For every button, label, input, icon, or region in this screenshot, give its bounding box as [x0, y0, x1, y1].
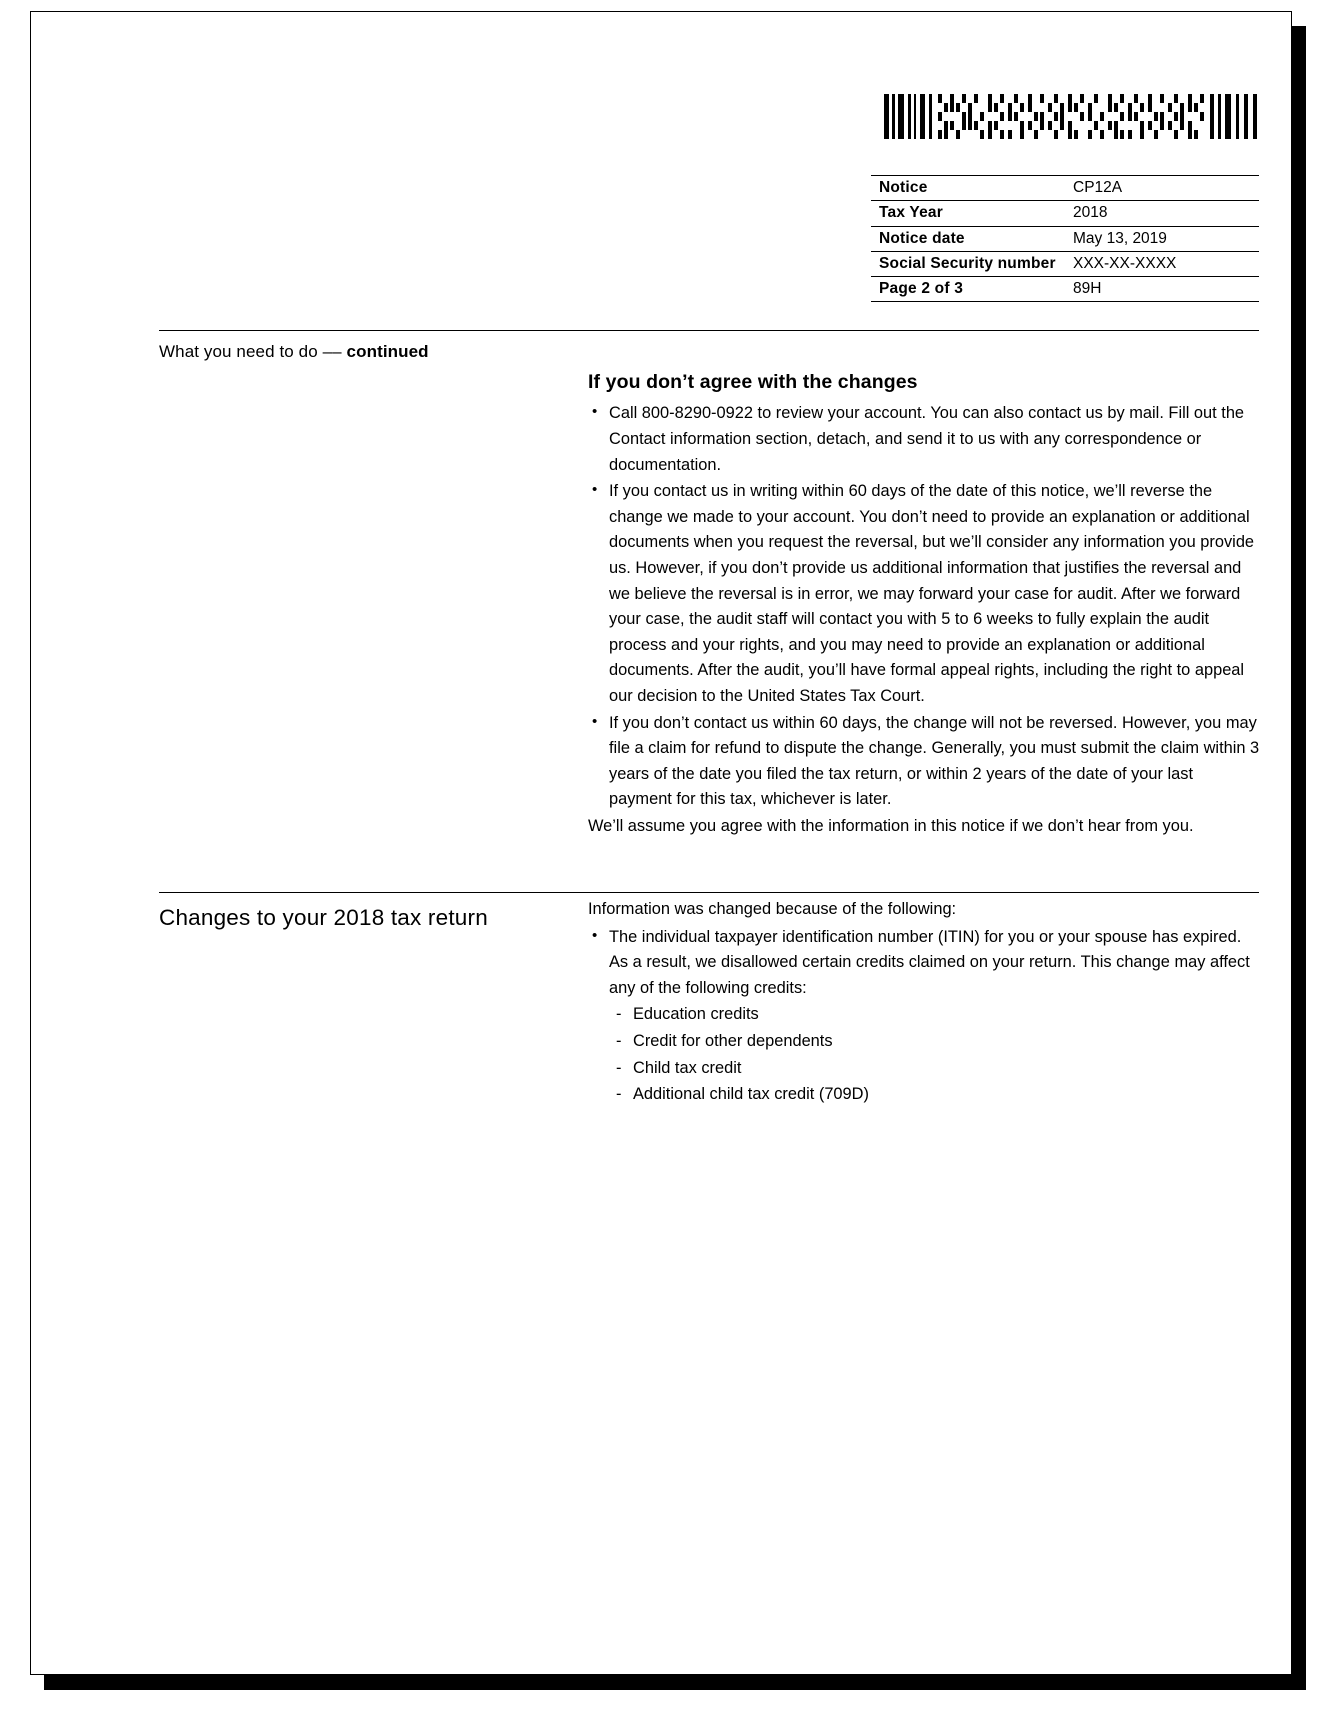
ssn-label: Social Security number: [871, 251, 1065, 276]
barcode: [884, 94, 1259, 139]
section-label-what-you-need-to-do: [159, 342, 429, 362]
disagree-heading: If you don’t agree with the changes: [588, 371, 918, 393]
section-label-changes-to-return: Changes to your 2018 tax return: [159, 905, 488, 930]
notice-page: [30, 11, 1292, 1675]
disagree-bullet-list: [588, 401, 1260, 813]
disagree-section: [588, 367, 1260, 840]
page-code-value: 89H: [1065, 277, 1259, 302]
notice-info-table: [871, 175, 1259, 302]
tax-year-label: Tax Year: [871, 201, 1065, 226]
list-item: • Call 800-8290-0922 to review your account. You can also contact us by mail. Fill out the Contact information section, detach, and send it to us with any correspondence or documentation.: [588, 401, 1260, 478]
disagree-closing-text: We’ll assume you agree with the information in this notice if we don’t hear from you.: [588, 816, 1194, 835]
table-row: [871, 176, 1259, 201]
section-label-continued: continued: [346, 342, 429, 361]
changes-section: [588, 897, 1260, 1109]
list-item: - Additional child tax credit (709D): [609, 1082, 1260, 1108]
table-row: [871, 226, 1259, 251]
notice-value: CP12A: [1065, 176, 1259, 201]
changes-bullet-list: [588, 925, 1260, 1108]
table-row: [871, 277, 1259, 302]
notice-label: Notice: [871, 176, 1065, 201]
section-label-text: What you need to do ––: [159, 342, 347, 361]
affected-credits-list: [609, 1002, 1260, 1107]
list-item: - Child tax credit: [609, 1056, 1260, 1082]
list-item: [588, 925, 1260, 1108]
table-row: [871, 251, 1259, 276]
table-row: [871, 201, 1259, 226]
divider-top: [159, 330, 1259, 331]
notice-date-label: Notice date: [871, 226, 1065, 251]
ssn-value: XXX-XX-XXXX: [1065, 251, 1259, 276]
notice-date-value: May 13, 2019: [1065, 226, 1259, 251]
list-item: - Education credits: [609, 1002, 1260, 1028]
list-item: • If you contact us in writing within 60 days of the date of this notice, we’ll reverse the change we made to your account. You don’t need to provide an explanation or additional documents when you request the reversal, but we’ll consider any information you provide us. However, if you don’t provide us additional information that justifies the reversal and we believe the reversal is in error, we may forward your case for audit. After we forward your case, the audit staff will contact you with 5 to 6 weeks to fully explain the audit process and your rights, and you may need to provide an explanation or additional documents. After the audit, you’ll have formal appeal rights, including the right to appeal our decision to the United States Tax Court.: [588, 479, 1260, 709]
changes-intro-text: Information was changed because of the following:: [588, 900, 957, 918]
changes-bullet-text: The individual taxpayer identification number (ITIN) for you or your spouse has expired. As a result, we disallowed certain credits claimed on your return. This change may affect any of the following credits:: [609, 927, 1250, 997]
tax-year-value: 2018: [1065, 201, 1259, 226]
divider-middle: [159, 892, 1259, 893]
list-item: - Credit for other dependents: [609, 1029, 1260, 1055]
list-item: • If you don’t contact us within 60 days, the change will not be reversed. However, you may file a claim for refund to dispute the change. Generally, you must submit the claim within 3 years of the date you filed the tax return, or within 2 years of the date of your last payment for this tax, whichever is later.: [588, 711, 1260, 813]
page-number-label: Page 2 of 3: [871, 277, 1065, 302]
